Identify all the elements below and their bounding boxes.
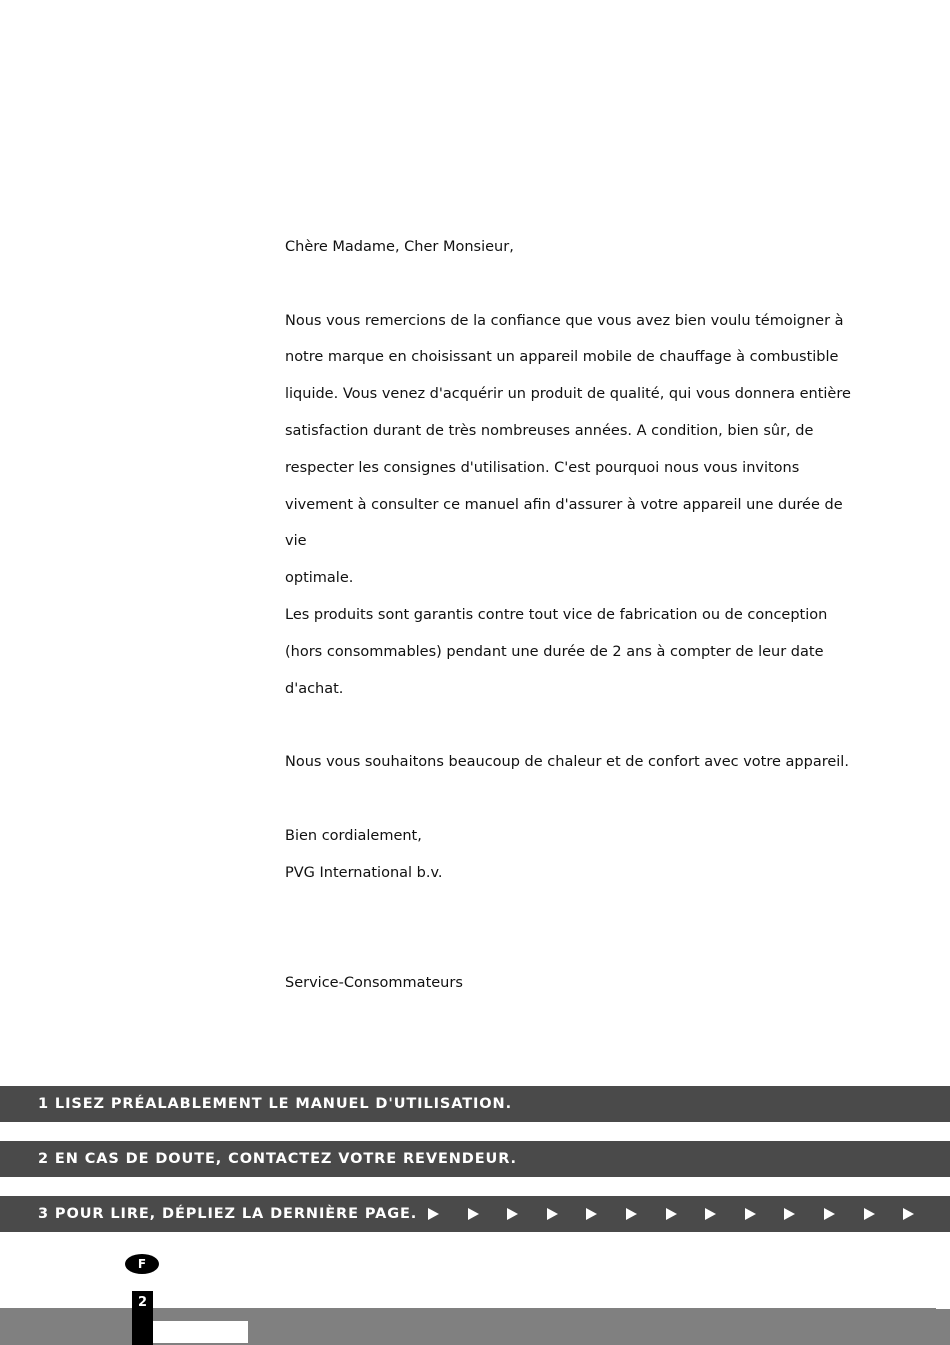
play-arrow-icon: [784, 1208, 795, 1220]
body-line: (hors consommables) pendant une durée de 2 ans à compter de leur date: [285, 643, 824, 660]
footer-divider: [936, 1308, 950, 1309]
play-arrow-icon: [903, 1208, 914, 1220]
body-line: liquide. Vous venez d'acquérir un produit de qualité, qui vous donnera entière: [285, 386, 851, 403]
play-arrow-icon: [468, 1208, 479, 1220]
instruction-text: 3 POUR LIRE, DÉPLIEZ LA DERNIÈRE PAGE.: [38, 1206, 418, 1222]
body-line: respecter les consignes d'utilisation. C'est pourquoi nous vous invitons: [285, 459, 800, 476]
play-arrow-icon: [507, 1208, 518, 1220]
play-arrow-icon: [428, 1208, 439, 1220]
play-arrow-icon: [705, 1208, 716, 1220]
wishes: Nous vous souhaitons beaucoup de chaleur et de confort avec votre appareil.: [285, 754, 849, 771]
body-line: optimale.: [285, 570, 354, 587]
body-line: d'achat.: [285, 680, 344, 697]
closing: Bien cordialement,: [285, 827, 422, 844]
play-arrow-icon: [745, 1208, 756, 1220]
body-line: Les produits sont garantis contre tout vice de fabrication ou de conception: [285, 606, 828, 623]
play-arrow-icon: [626, 1208, 637, 1220]
body-line: satisfaction durant de très nombreuses années. A condition, bien sûr, de: [285, 422, 814, 439]
footer-label-box: [153, 1321, 248, 1343]
instruction-text: 2 EN CAS DE DOUTE, CONTACTEZ VOTRE REVENDEUR.: [38, 1151, 517, 1167]
page-number-tab: [132, 1291, 153, 1345]
body-line: notre marque en choisissant un appareil mobile de chauffage à combustible: [285, 349, 839, 366]
play-arrow-icon: [666, 1208, 677, 1220]
company-name: PVG International b.v.: [285, 864, 443, 881]
play-arrow-icon: [864, 1208, 875, 1220]
play-arrow-icon: [547, 1208, 558, 1220]
instruction-band-3: [0, 1196, 950, 1232]
page-number: 2: [137, 1295, 148, 1310]
language-badge: F: [125, 1254, 159, 1274]
body-line: Nous vous remercions de la confiance que vous avez bien voulu témoigner à: [285, 312, 844, 329]
salutation: Chère Madame, Cher Monsieur,: [285, 239, 514, 255]
department-signature: Service-Consommateurs: [285, 974, 463, 991]
instruction-band-1: [0, 1086, 950, 1122]
instruction-text: 1 LISEZ PRÉALABLEMENT LE MANUEL D'UTILISATION.: [38, 1096, 512, 1112]
letter: [285, 229, 865, 1002]
arrow-row: [428, 1196, 943, 1232]
play-arrow-icon: [586, 1208, 597, 1220]
body-line: vivement à consulter ce manuel afin d'assurer à votre appareil une durée de vie: [285, 496, 843, 550]
instruction-band-2: [0, 1141, 950, 1177]
play-arrow-icon: [824, 1208, 835, 1220]
